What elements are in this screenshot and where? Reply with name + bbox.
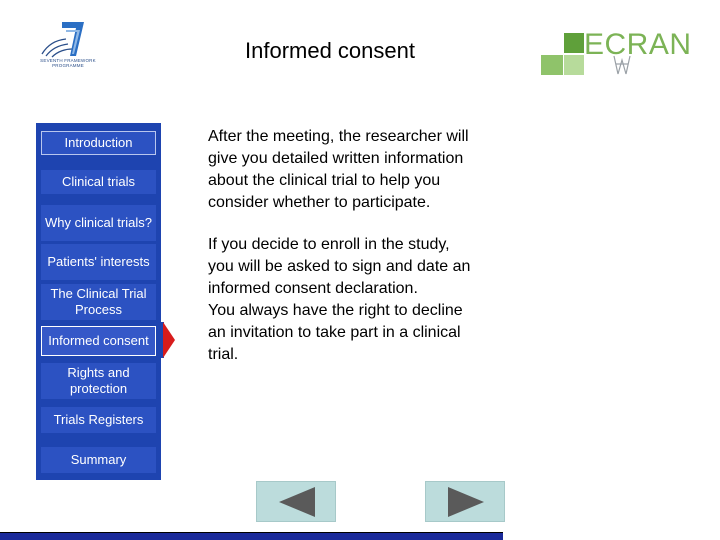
paragraph-line: trial. <box>208 346 239 363</box>
paragraph-line: you will be asked to sign and date an <box>208 258 471 275</box>
triangle-right-icon <box>426 482 506 523</box>
sidebar-item-informed-consent[interactable]: Informed consent <box>41 326 156 356</box>
paragraph-line: After the meeting, the researcher will <box>208 128 469 145</box>
paragraph-line: If you decide to enroll in the study, <box>208 236 450 253</box>
sidebar-nav <box>36 123 161 480</box>
previous-button[interactable] <box>256 481 336 522</box>
paragraph-line: informed consent declaration. <box>208 280 418 297</box>
page-title: Informed consent <box>245 38 415 63</box>
sidebar-item-summary[interactable]: Summary <box>41 447 156 473</box>
paragraph-line: consider whether to participate. <box>208 194 431 211</box>
ecran-logo-text: ECRAN <box>584 28 692 61</box>
fp7-logo-caption: SEVENTH FRAMEWORK PROGRAMME <box>40 58 96 68</box>
sidebar-item-why-clinical-trials[interactable]: Why clinical trials? <box>41 205 156 241</box>
sidebar-item-introduction[interactable]: Introduction <box>41 131 156 155</box>
paragraph-line: give you detailed written information <box>208 150 464 167</box>
footer-bar <box>0 532 503 540</box>
sidebar-item-clinical-trials[interactable]: Clinical trials <box>41 170 156 194</box>
sidebar-item-rights-and-protection[interactable]: Rights and protection <box>41 363 156 399</box>
sidebar-item-trials-registers[interactable]: Trials Registers <box>41 407 156 433</box>
paragraph-line: an invitation to take part in a clinical <box>208 324 461 341</box>
sidebar-item-patients-interests[interactable]: Patients' interests <box>41 244 156 280</box>
active-item-indicator-icon <box>163 322 175 358</box>
next-button[interactable] <box>425 481 505 522</box>
paragraph-1 <box>208 126 518 214</box>
sidebar-item-clinical-trial-process[interactable]: The Clinical Trial Process <box>41 284 156 320</box>
paragraph-line: You always have the right to decline <box>208 302 463 319</box>
paragraph-line: about the clinical trial to help you <box>208 172 441 189</box>
paragraph-2 <box>208 234 518 366</box>
triangle-left-icon <box>257 482 337 523</box>
main-content <box>208 126 518 386</box>
